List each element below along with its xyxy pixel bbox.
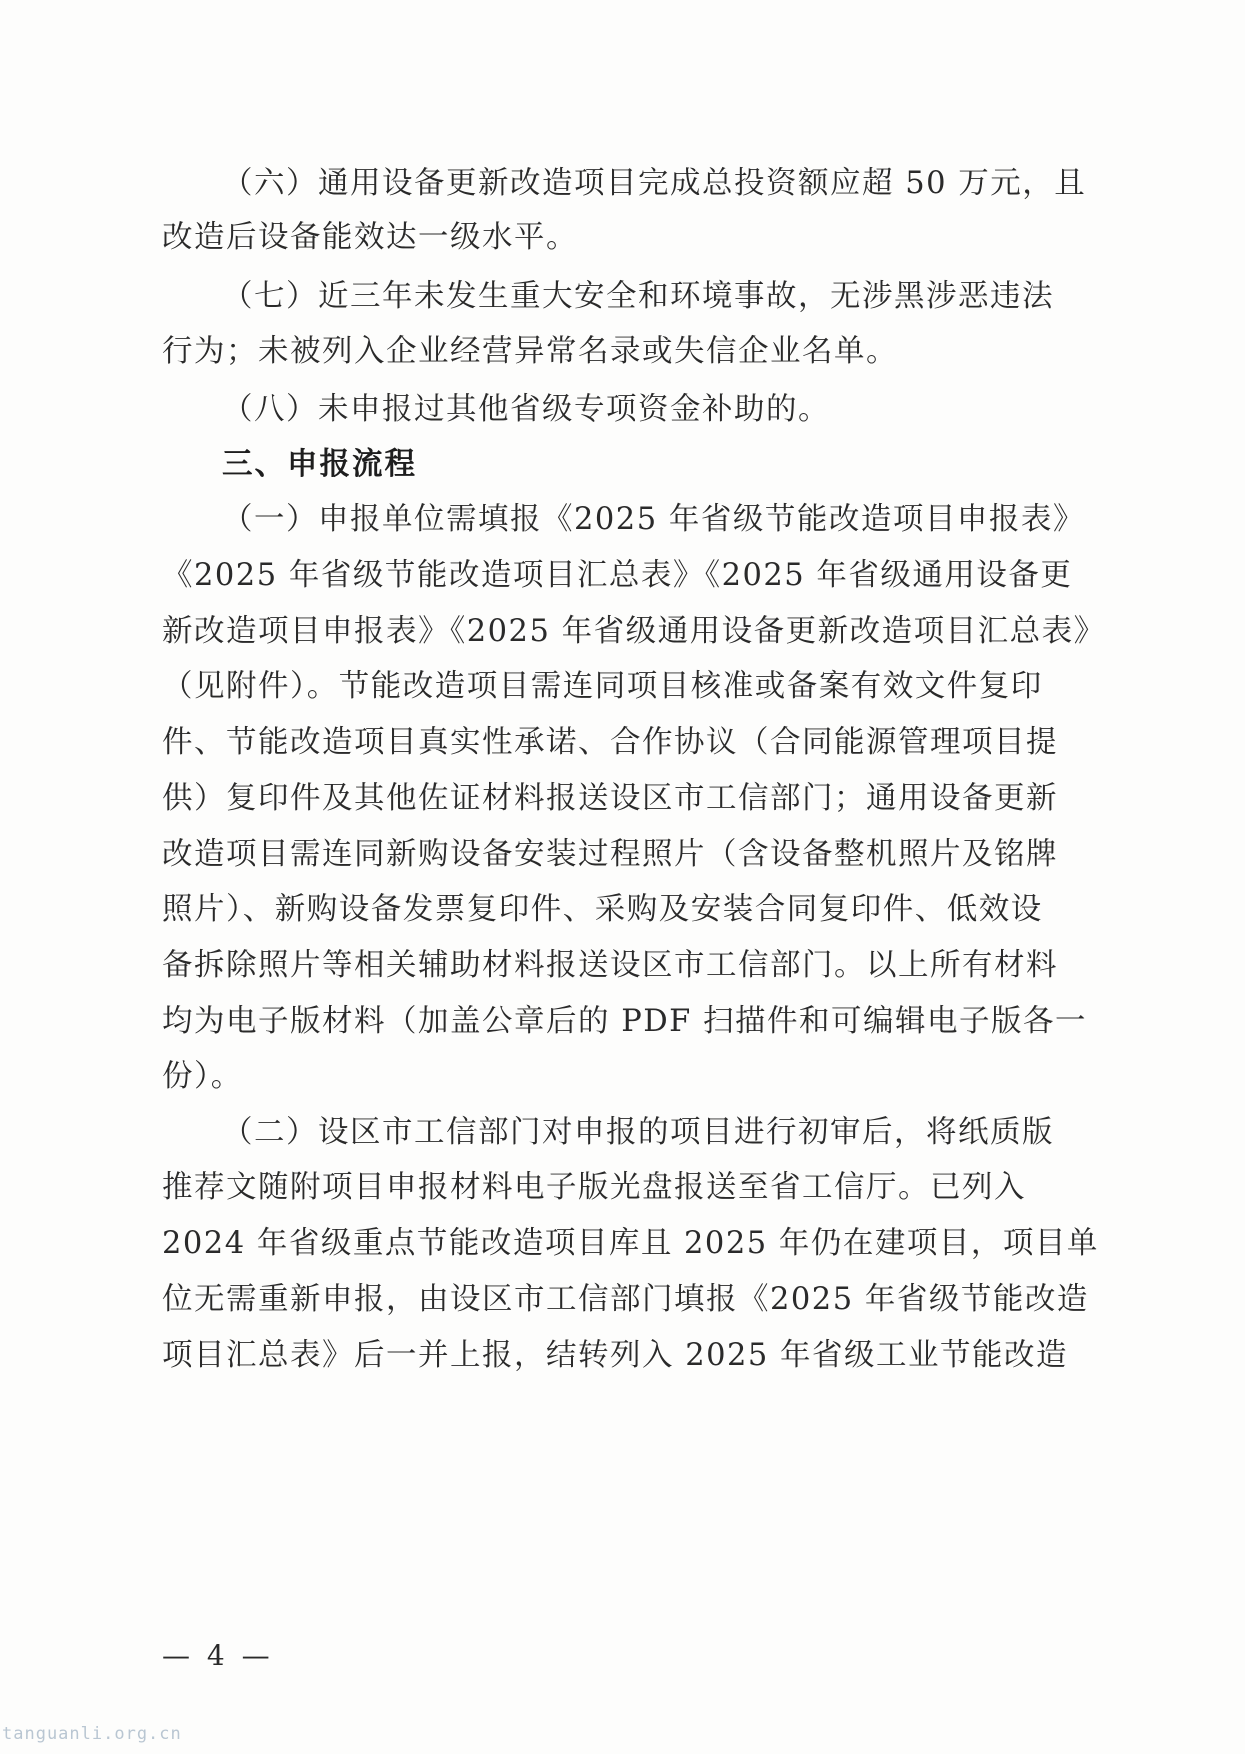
paragraph-line: 供）复印件及其他佐证材料报送设区市工信部门；通用设备更新 (162, 781, 1058, 816)
paragraph-line: （二）设区市工信部门对申报的项目进行初审后，将纸质版 (222, 1115, 1054, 1150)
paragraph-line: 新改造项目申报表》《2025 年省级通用设备更新改造项目汇总表》 (162, 614, 1106, 649)
section-heading: 三、申报流程 (222, 447, 417, 482)
paragraph-line: （八）未申报过其他省级专项资金补助的。 (222, 392, 830, 427)
paragraph-line: （见附件）。节能改造项目需连同项目核准或备案有效文件复印 (162, 669, 1043, 704)
paragraph-line: （一）申报单位需填报《2025 年省级节能改造项目申报表》 (222, 502, 1085, 537)
paragraph-line: （六）通用设备更新改造项目完成总投资额应超 50 万元，且 (222, 166, 1087, 201)
paragraph-line: 份）。 (162, 1059, 243, 1094)
watermark-text: tanguanli.org.cn (2, 1724, 182, 1744)
paragraph-line: 改造后设备能效达一级水平。 (162, 220, 578, 255)
paragraph-line: 行为；未被列入企业经营异常名录或失信企业名单。 (162, 334, 898, 369)
paragraph-line: 照片）、新购设备发票复印件、采购及安装合同复印件、低效设 (162, 892, 1043, 927)
paragraph-line: （七）近三年未发生重大安全和环境事故，无涉黑涉恶违法 (222, 279, 1054, 314)
paragraph-line: 推荐文随附项目申报材料电子版光盘报送至省工信厅。已列入 (162, 1170, 1026, 1205)
paragraph-line: 《2025 年省级节能改造项目汇总表》《2025 年省级通用设备更 (162, 558, 1073, 593)
page-number: — 4 — (162, 1639, 274, 1672)
paragraph-line: 位无需重新申报，由设区市工信部门填报《2025 年省级节能改造 (162, 1282, 1089, 1317)
paragraph-line: 项目汇总表》后一并上报，结转列入 2025 年省级工业节能改造 (162, 1338, 1069, 1373)
paragraph-line: 备拆除照片等相关辅助材料报送设区市工信部门。以上所有材料 (162, 948, 1058, 983)
paragraph-line: 改造项目需连同新购设备安装过程照片（含设备整机照片及铭牌 (162, 837, 1058, 872)
paragraph-line: 均为电子版材料（加盖公章后的 PDF 扫描件和可编辑电子版各一 (162, 1004, 1088, 1039)
paragraph-line: 2024 年省级重点节能改造项目库且 2025 年仍在建项目，项目单 (162, 1226, 1099, 1261)
paragraph-line: 件、节能改造项目真实性承诺、合作协议（合同能源管理项目提 (162, 725, 1058, 760)
